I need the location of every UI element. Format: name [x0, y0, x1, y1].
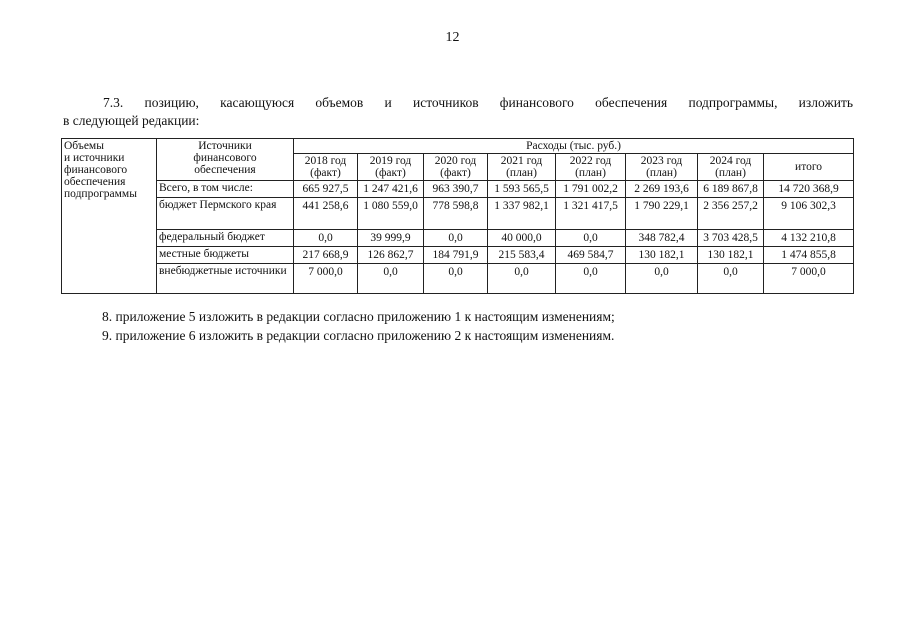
table-row: [62, 181, 854, 198]
year-header: 2022 год (план): [556, 154, 626, 181]
table-row: [62, 198, 854, 230]
value-cell: 1 593 565,5: [488, 181, 556, 198]
list-item: 8. приложение 5 изложить в редакции согласно приложению 1 к настоящим изменениям;: [102, 309, 615, 324]
volumes-header: Объемы и источники финансового обеспечения подпрограммы: [62, 139, 157, 294]
source-cell: бюджет Пермского края: [157, 198, 294, 230]
list-item: 9. приложение 6 изложить в редакции согласно приложению 2 к настоящим изменениям.: [102, 328, 615, 343]
value-cell: 6 189 867,8: [698, 181, 764, 198]
page-number: 12: [445, 30, 460, 45]
source-cell: внебюджетные источники: [157, 264, 294, 294]
value-cell: 215 583,4: [488, 247, 556, 264]
items-list: [102, 307, 862, 345]
value-cell: 469 584,7: [556, 247, 626, 264]
value-cell: 0,0: [556, 230, 626, 247]
value-cell: 130 182,1: [698, 247, 764, 264]
year-header: 2023 год (план): [626, 154, 698, 181]
table-row: [62, 247, 854, 264]
value-cell: 2 269 193,6: [626, 181, 698, 198]
expenses-header: Расходы (тыс. руб.): [294, 139, 854, 154]
value-cell: 4 132 210,8: [764, 230, 854, 247]
intro-line-1: 7.3. позицию, касающуюся объемов и источников финансового обеспечения подпрограммы, изложить: [103, 95, 853, 110]
value-cell: 1 247 421,6: [358, 181, 424, 198]
value-cell: 441 258,6: [294, 198, 358, 230]
value-cell: 126 862,7: [358, 247, 424, 264]
value-cell: 0,0: [488, 264, 556, 294]
year-header: 2018 год (факт): [294, 154, 358, 181]
value-cell: 14 720 368,9: [764, 181, 854, 198]
value-cell: 184 791,9: [424, 247, 488, 264]
value-cell: 1 791 002,2: [556, 181, 626, 198]
value-cell: 2 356 257,2: [698, 198, 764, 230]
year-header: итого: [764, 154, 854, 181]
value-cell: 1 321 417,5: [556, 198, 626, 230]
value-cell: 3 703 428,5: [698, 230, 764, 247]
value-cell: 0,0: [424, 230, 488, 247]
sources-header: Источники финансового обеспечения: [157, 139, 294, 181]
value-cell: 39 999,9: [358, 230, 424, 247]
source-cell: Всего, в том числе:: [157, 181, 294, 198]
value-cell: 1 790 229,1: [626, 198, 698, 230]
year-header: 2021 год (план): [488, 154, 556, 181]
value-cell: 0,0: [556, 264, 626, 294]
value-cell: 7 000,0: [764, 264, 854, 294]
table-row: [62, 264, 854, 294]
value-cell: 0,0: [626, 264, 698, 294]
financing-table: [61, 138, 854, 294]
value-cell: 40 000,0: [488, 230, 556, 247]
value-cell: 963 390,7: [424, 181, 488, 198]
intro-paragraph: [63, 94, 853, 130]
value-cell: 217 668,9: [294, 247, 358, 264]
value-cell: 0,0: [424, 264, 488, 294]
value-cell: 778 598,8: [424, 198, 488, 230]
year-header: 2024 год (план): [698, 154, 764, 181]
source-cell: федеральный бюджет: [157, 230, 294, 247]
value-cell: 7 000,0: [294, 264, 358, 294]
value-cell: 0,0: [294, 230, 358, 247]
value-cell: 1 337 982,1: [488, 198, 556, 230]
value-cell: 9 106 302,3: [764, 198, 854, 230]
year-header: 2019 год (факт): [358, 154, 424, 181]
value-cell: 0,0: [698, 264, 764, 294]
value-cell: 1 080 559,0: [358, 198, 424, 230]
value-cell: 348 782,4: [626, 230, 698, 247]
value-cell: 0,0: [358, 264, 424, 294]
value-cell: 665 927,5: [294, 181, 358, 198]
year-header: 2020 год (факт): [424, 154, 488, 181]
table-row: [62, 230, 854, 247]
source-cell: местные бюджеты: [157, 247, 294, 264]
value-cell: 1 474 855,8: [764, 247, 854, 264]
intro-line-2: в следующей редакции:: [63, 113, 200, 128]
value-cell: 130 182,1: [626, 247, 698, 264]
